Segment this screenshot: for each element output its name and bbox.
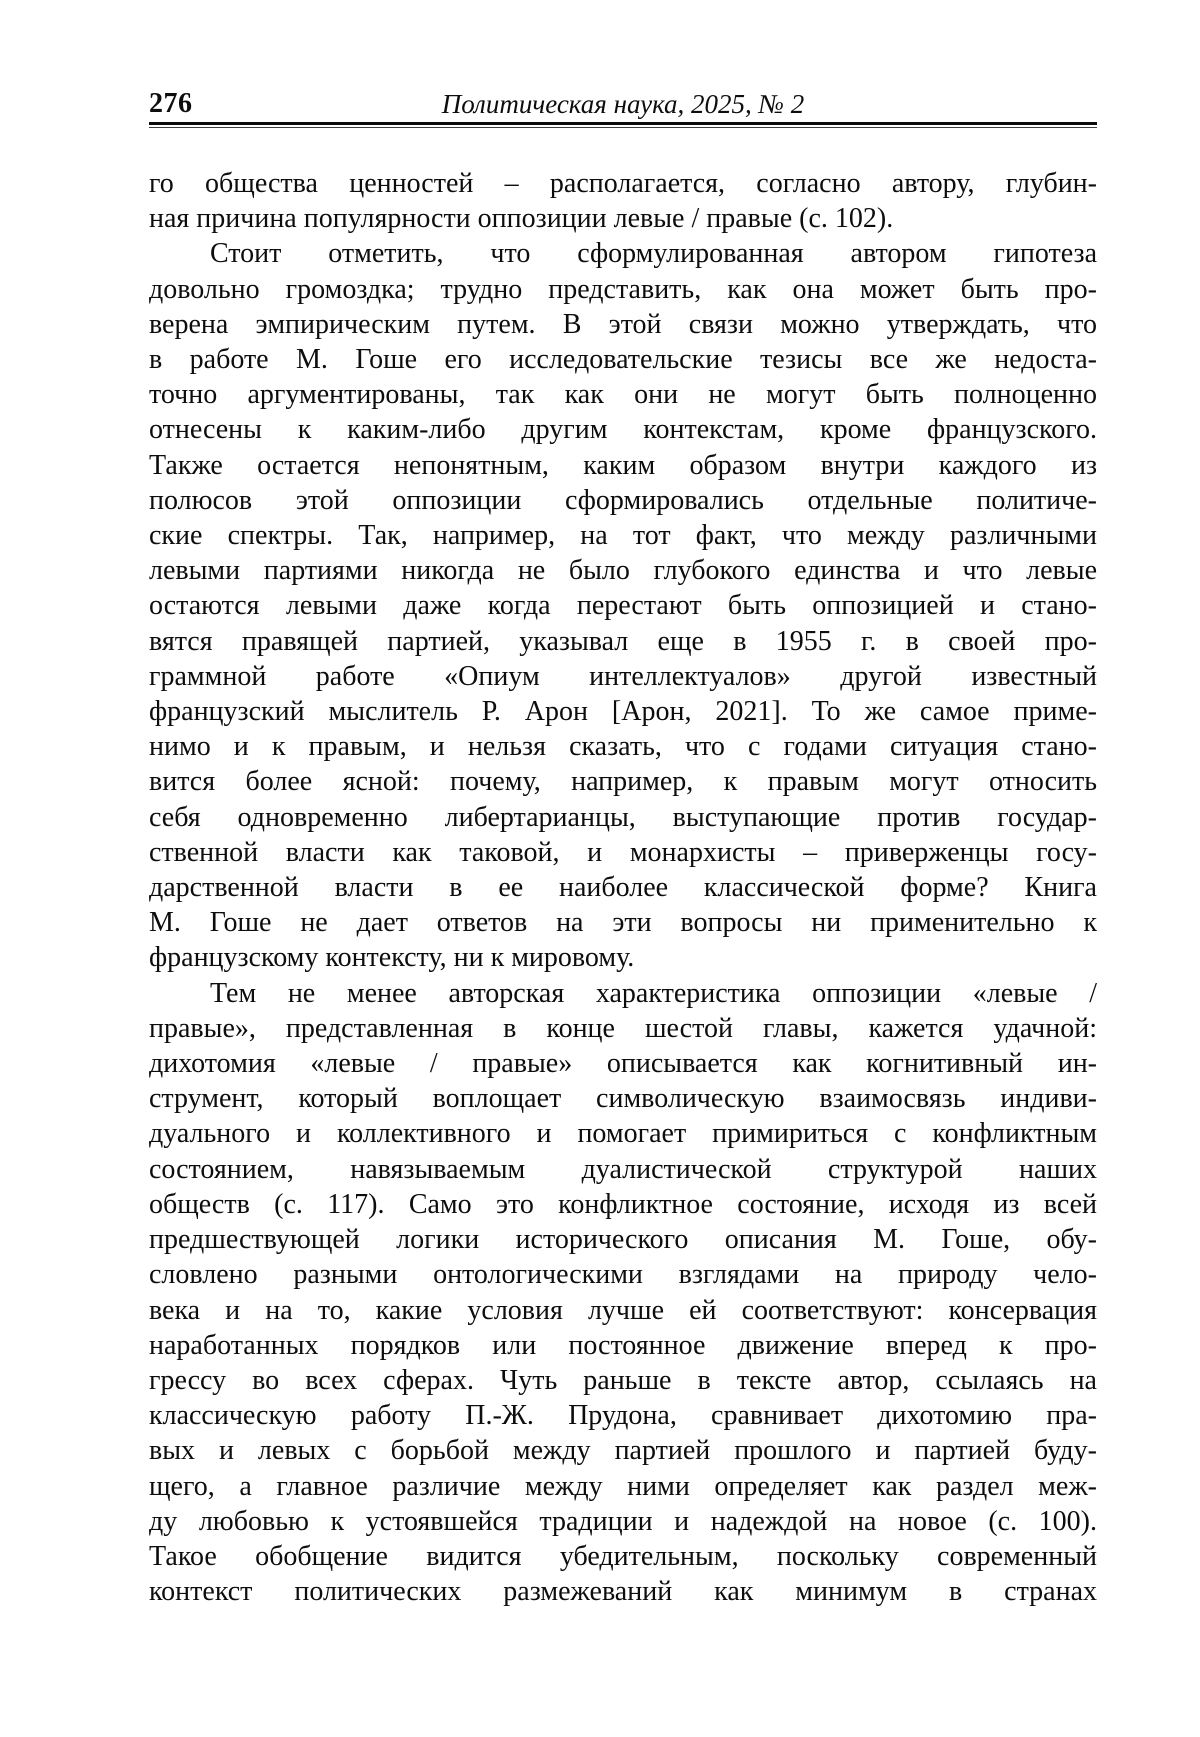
- text-line: полюсов этой оппозиции сформировались отдельные политиче-: [149, 484, 1097, 516]
- text-line: Такое обобщение видится убедительным, поскольку современный: [149, 1540, 1097, 1572]
- text-line: дуального и коллективного и помогает примириться с конфликтным: [149, 1118, 1097, 1150]
- page-header: [149, 90, 1097, 128]
- text-line: в работе М. Гоше его исследовательские тезисы все же недоста-: [149, 344, 1097, 376]
- text-line: ду любовью к устоявшейся традиции и надеждой на новое (с. 100).: [149, 1505, 1097, 1537]
- page-number: 276: [149, 88, 193, 119]
- text-line: щего, а главное различие между ними определяет как раздел меж-: [149, 1470, 1097, 1502]
- text-line: М. Гоше не дает ответов на эти вопросы ни применительно к: [149, 907, 1097, 939]
- text-line: нимо и к правым, и нельзя сказать, что с годами ситуация стано-: [149, 731, 1097, 763]
- text-line: дихотомия «левые / правые» описывается как когнитивный ин-: [149, 1048, 1097, 1080]
- text-line: словлено разными онтологическими взглядами на природу чело-: [149, 1259, 1097, 1291]
- text-line: века и на то, какие условия лучше ей соответствуют: консервация: [149, 1294, 1097, 1326]
- text-line: классическую работу П.-Ж. Прудона, сравнивает дихотомию пра-: [149, 1400, 1097, 1432]
- text-line: дарственной власти в ее наиболее классической форме? Книга: [149, 872, 1097, 904]
- text-line: вых и левых с борьбой между партией прошлого и партией буду-: [149, 1435, 1097, 1467]
- text-line: предшествующей логики исторического описания М. Гоше, обу-: [149, 1224, 1097, 1256]
- text-line: левыми партиями никогда не было глубокого единства и что левые: [149, 555, 1097, 587]
- running-head: [149, 90, 1097, 118]
- text-line: Стоит отметить, что сформулированная автором гипотеза: [210, 238, 1097, 270]
- text-line: контекст политических размежеваний как минимум в странах: [149, 1576, 1097, 1608]
- text-line: Также остается непонятным, каким образом внутри каждого из: [149, 449, 1097, 481]
- journal-title: Политическая наука, 2025, № 2: [441, 89, 805, 119]
- text-line: вятся правящей партией, указывал еще в 1955 г. в своей про-: [149, 625, 1097, 657]
- text-line: себя одновременно либертарианцы, выступающие против государ-: [149, 801, 1097, 833]
- text-line: Тем не менее авторская характеристика оппозиции «левые /: [210, 977, 1097, 1009]
- text-line: ная причина популярности оппозиции левые / правые (с. 102).: [149, 203, 894, 235]
- text-line: состоянием, навязываемым дуалистической структурой наших: [149, 1153, 1097, 1185]
- text-line: грессу во всех сферах. Чуть раньше в тексте автор, ссылаясь на: [149, 1364, 1097, 1396]
- text-line: наработанных порядков или постоянное движение вперед к про-: [149, 1329, 1097, 1361]
- text-line: точно аргументированы, так как они не могут быть полноценно: [149, 379, 1097, 411]
- text-line: верена эмпирическим путем. В этой связи можно утверждать, что: [149, 308, 1097, 340]
- text-line: граммной работе «Опиум интеллектуалов» другой известный: [149, 660, 1097, 692]
- text-line: го общества ценностей – располагается, согласно автору, глубин-: [149, 168, 1097, 199]
- text-line: довольно громоздка; трудно представить, как она может быть про-: [149, 273, 1097, 305]
- text-line: отнесены к каким-либо другим контекстам, кроме французского.: [149, 414, 1097, 446]
- text-line: струмент, который воплощает символическую взаимосвязь индиви-: [149, 1083, 1097, 1115]
- text-line: вится более ясной: почему, например, к правым могут относить: [149, 766, 1097, 798]
- header-rule: [149, 122, 1097, 128]
- text-line: французскому контексту, ни к мировому.: [149, 942, 635, 974]
- text-line: обществ (с. 117). Само это конфликтное состояние, исходя из всей: [149, 1188, 1097, 1220]
- text-line: остаются левыми даже когда перестают быть оппозицией и стано-: [149, 590, 1097, 622]
- text-line: правые», представленная в конце шестой главы, кажется удачной:: [149, 1012, 1097, 1044]
- text-line: французский мыслитель Р. Арон [Арон, 2021]. То же самое приме-: [149, 696, 1097, 728]
- text-line: ские спектры. Так, например, на тот факт, что между различными: [149, 520, 1097, 552]
- page-body: [149, 166, 1097, 1609]
- text-line: ственной власти как таковой, и монархисты – приверженцы госу-: [149, 836, 1097, 868]
